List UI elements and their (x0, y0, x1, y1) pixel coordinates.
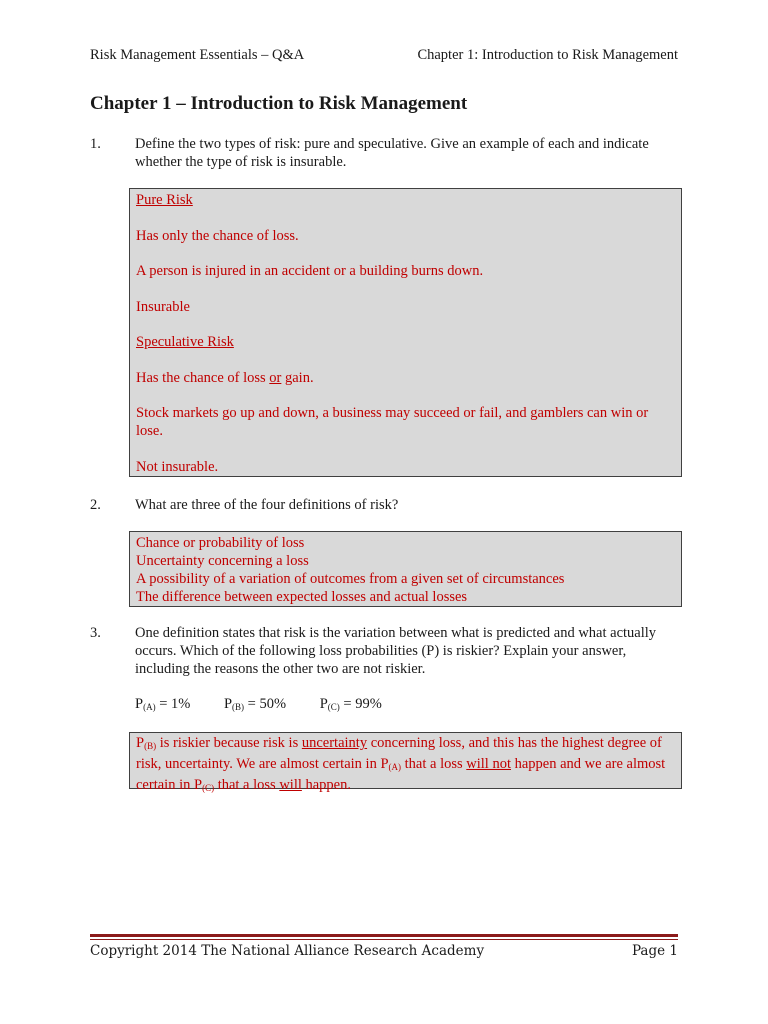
pure-risk-definition: Has only the chance of loss. (136, 227, 299, 244)
footer-copyright: Copyright 2014 The National Alliance Research Academy (90, 943, 485, 959)
page-number: Page 1 (631, 943, 678, 959)
answer-paragraph: $P_{(B)}$ is riskier because risk is uncertainty concerning loss, and this has the highest degree of risk, uncertainty. We are almost certain in $P_{(A)}$ that a loss will not happen and we are almost certain in $P_{(C)}$ that a loss will happen. (136, 735, 666, 793)
question-text: One definition states that risk is the variation between what is predicted and what actually occurs. Which of the following loss probabilities (P) is riskier? Explain your answer, including the reasons the other two are not riskier. (135, 625, 657, 677)
chapter-title: Chapter 1 – Introduction to Risk Management (90, 93, 468, 114)
question-text: What are three of the four definitions of risk? (135, 497, 399, 513)
footer-rule-thin (90, 939, 678, 940)
probability-c: $P_{(C)} = 99\%$ (319, 696, 382, 712)
question-2 (90, 496, 680, 514)
answer-box-2 (129, 531, 682, 607)
answer-box-3 (129, 732, 682, 793)
speculative-risk-heading: Speculative Risk (136, 334, 234, 350)
probability-list (135, 696, 412, 713)
question-1 (90, 135, 680, 171)
question-text: Define the two types of risk: pure and speculative. Give an example of each and indicate whether the type of risk is insurable. (135, 136, 649, 170)
question-number: 1. (90, 136, 101, 152)
speculative-risk-insurable: Not insurable. (136, 458, 219, 475)
question-number: 2. (90, 497, 101, 513)
answer-box-1 (129, 188, 682, 477)
question-3 (90, 624, 680, 678)
risk-definition-line: Uncertainty concerning a loss (136, 553, 309, 569)
risk-definition-line: The difference between expected losses and actual losses (136, 589, 468, 605)
speculative-risk-example: Stock markets go up and down, a business may succeed or fail, and gamblers can win or lose. (136, 405, 649, 439)
running-header-left: Risk Management Essentials – Q&A (90, 47, 305, 63)
pure-risk-example: A person is injured in an accident or a building burns down. (136, 263, 484, 279)
speculative-risk-definition: Has the chance of loss or gain. (136, 369, 314, 386)
pure-risk-heading: Pure Risk (136, 192, 193, 208)
pure-risk-insurable: Insurable (136, 298, 190, 315)
footer-rule (90, 934, 678, 937)
risk-definition-line: A possibility of a variation of outcomes from a given set of circumstances (136, 571, 565, 587)
probability-a: $P_{(A)} = 1\%$ (135, 696, 191, 712)
running-header-right: Chapter 1: Introduction to Risk Management (417, 47, 678, 63)
risk-definition-line: Chance or probability of loss (136, 535, 305, 551)
question-number: 3. (90, 625, 101, 641)
probability-b: $P_{(B)} = 50\%$ (223, 696, 287, 712)
